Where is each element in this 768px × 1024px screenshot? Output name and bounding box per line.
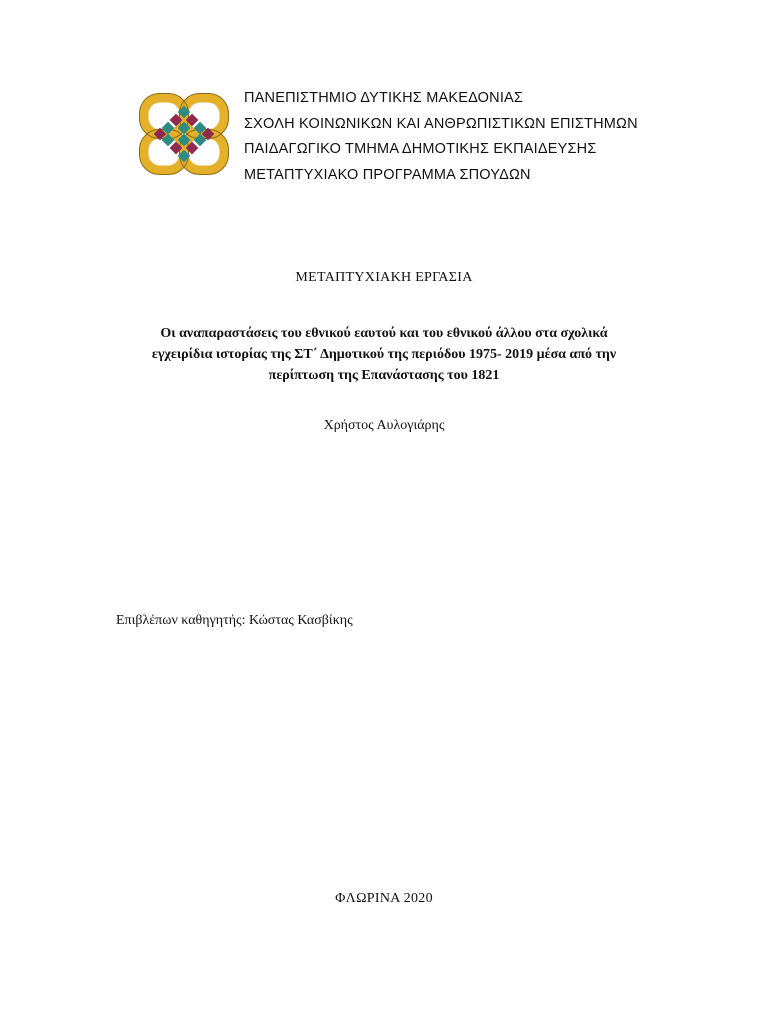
thesis-type: ΜΕΤΑΠΤΥΧΙΑΚΗ ΕΡΓΑΣΙΑ: [295, 270, 473, 285]
thesis-title-line: περίπτωση της Επανάστασης του 1821: [268, 368, 500, 383]
header-program: ΜΕΤΑΠΤΥΧΙΑΚΟ ΠΡΟΓΡΑΜΜΑ ΣΠΟΥΔΩΝ: [244, 166, 531, 183]
thesis-title: [120, 323, 648, 386]
place-date: ΦΛΩΡΙΝΑ 2020: [335, 891, 433, 906]
supervisor-line: Επιβλέπων καθηγητής: Κώστας Κασβίκης: [116, 613, 353, 628]
author-name: Χρήστος Αυλογιάρης: [323, 418, 445, 433]
university-knot-logo-icon: [138, 92, 230, 176]
thesis-title-line: εγχειρίδια ιστορίας της ΣΤ΄ Δημοτικού της περιόδου 1975- 2019 μέσα από την: [151, 347, 617, 362]
header-university: ΠΑΝΕΠΙΣΤΗΜΙΟ ΔΥΤΙΚΗΣ ΜΑΚΕΔΟΝΙΑΣ: [244, 90, 524, 106]
thesis-title-line: Οι αναπαραστάσεις του εθνικού εαυτού και του εθνικού άλλου στα σχολικά: [160, 326, 608, 341]
institution-header: [244, 86, 638, 188]
header-department: ΠΑΙΔΑΓΩΓΙΚΟ ΤΜΗΜΑ ΔΗΜΟΤΙΚΗΣ ΕΚΠΑΙΔΕΥΣΗΣ: [244, 141, 597, 157]
header-school: ΣΧΟΛΗ ΚΟΙΝΩΝΙΚΩΝ ΚΑΙ ΑΝΘΡΩΠΙΣΤΙΚΩΝ ΕΠΙΣΤΗΜΩΝ: [244, 115, 638, 132]
